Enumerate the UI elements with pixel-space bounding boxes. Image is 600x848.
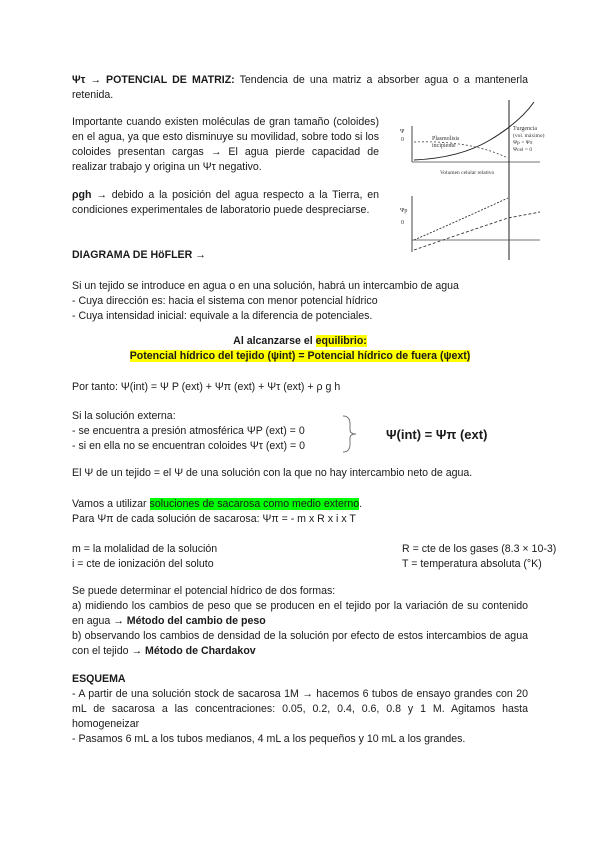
metodo-peso: Método del cambio de peso xyxy=(126,615,266,627)
tejido-line: El Ψ de un tejido = el Ψ de una solución con la que no hay intercambio neto de agua. xyxy=(72,467,473,479)
intercambio-line: - Cuya intensidad inicial: equivale a la diferencia de potenciales. xyxy=(72,310,373,322)
rhogh-text: → debido a la posición del agua respecto a la Tierra, en condiciones experimentales de laboratorio puede despreciarse. xyxy=(72,189,379,216)
psi-p-label: Ψp xyxy=(400,208,408,214)
formas-a: a) midiendo los cambios de peso que se producen en el tejido por la variación de su contenido en agua → Método del cambio de peso xyxy=(72,600,528,627)
matriz-definition: Tendencia de una matriz a absorber agua o a mantenerla retenida. xyxy=(72,74,529,101)
portanto-formula: Por tanto: Ψ(int) = Ψ P (ext) + Ψπ (ext) + Ψτ (ext) + ρ g h xyxy=(72,381,341,393)
sacarosa-formula: Para Ψπ de cada solución de sacarosa: Ψπ = - m x R x i x T xyxy=(72,513,356,525)
formas-block xyxy=(72,584,528,659)
plasmolysis-label-2: incipiente xyxy=(432,143,456,149)
externa-line: - se encuentra a presión atmosférica ΨP (ext) = 0 xyxy=(72,425,305,437)
formas-intro: Se puede determinar el potencial hídrico de dos formas: xyxy=(72,585,336,597)
esquema-title: ESQUEMA xyxy=(72,673,126,685)
equilibrio-block xyxy=(72,334,528,364)
formas-b: b) observando los cambios de densidad de la solución por efecto de estos intercambios de agua con el tejido → Método de Chardakov xyxy=(72,630,528,657)
plasmolysis-label-1: Plasmolisis xyxy=(432,136,460,142)
matriz-term: Ψτ → POTENCIAL DE MATRIZ: xyxy=(72,74,235,86)
zero-label-bottom: 0 xyxy=(401,220,404,226)
esquema-paragraph: - Pasamos 6 mL a los tubos medianos, 4 mL a los pequeños y 10 mL a los grandes. xyxy=(72,733,466,745)
matriz-paragraph xyxy=(72,73,528,103)
sacarosa-block xyxy=(72,497,528,527)
x-axis-label: Volumen celular relativo xyxy=(440,170,495,176)
rhogh-paragraph xyxy=(72,188,379,218)
zero-label: 0 xyxy=(401,137,404,143)
variables-block xyxy=(72,542,557,572)
esquema-block xyxy=(72,687,528,747)
rhogh-term: ρgh xyxy=(72,189,92,201)
psi-top-label: Ψ xyxy=(400,129,405,135)
importante-paragraph: Importante cuando existen moléculas de gran tamaño (coloides) en el agua, ya que esto disminuye su movilidad, sobre todo si los coloides presentan cargas → El agua pierde capacidad de realizar trabajo y origina un Ψτ negativo. xyxy=(72,116,379,173)
intercambio-list xyxy=(72,279,528,324)
intercambio-line: Si un tejido se introduce en agua o en una solución, habrá un intercambio de agua xyxy=(72,280,459,292)
equilibrio-formula: Potencial hídrico del tejido (ψint) = Potencial hídrico de fuera (ψext) xyxy=(129,350,471,362)
var-r: R = cte de los gases (8.3 × 10-3) xyxy=(402,543,557,555)
var-i: i = cte de ionización del soluto xyxy=(72,558,214,570)
externa-line: Si la solución externa: xyxy=(72,410,176,422)
equilibrio-heading: Al alcanzarse el equilibrio: xyxy=(233,335,367,347)
metodo-chardakov: Método de Chardakov xyxy=(145,645,256,657)
turgor-label-3: Ψp = Ψπ xyxy=(513,140,533,146)
var-t: T = temperatura absoluta (°K) xyxy=(402,558,542,570)
turgor-label-4: Ψcel = 0 xyxy=(513,147,533,153)
externa-line: - si en ella no se encuentran coloides Ψτ (ext) = 0 xyxy=(72,440,305,452)
turgor-label-1: Turgencia xyxy=(513,126,537,132)
hofler-diagram xyxy=(400,100,560,260)
intercambio-line: - Cuya dirección es: hacia el sistema con menor potencial hídrico xyxy=(72,295,378,307)
psi-pi-curve xyxy=(414,212,540,250)
turgor-label-2: (vol. máximo) xyxy=(513,133,545,139)
externa-result: Ψ(int) = Ψπ (ext) xyxy=(386,427,488,442)
psi-pi-curve-top xyxy=(414,142,508,158)
hofler-title: DIAGRAMA DE HöFLER → xyxy=(72,249,206,261)
brace-icon xyxy=(340,414,362,454)
var-m: m = la molalidad de la solución xyxy=(72,543,218,555)
esquema-paragraph: - A partir de una solución stock de sacarosa 1M → hacemos 6 tubos de ensayo grandes con 20 mL de sacarosa a las concentraciones: 0.05, 0.2, 0.4, 0.6, 0.8 y 1 M. Agitamos hasta homogeneizar xyxy=(72,688,528,730)
sacarosa-line: Vamos a utilizar soluciones de sacarosa como medio externo. xyxy=(72,498,363,510)
